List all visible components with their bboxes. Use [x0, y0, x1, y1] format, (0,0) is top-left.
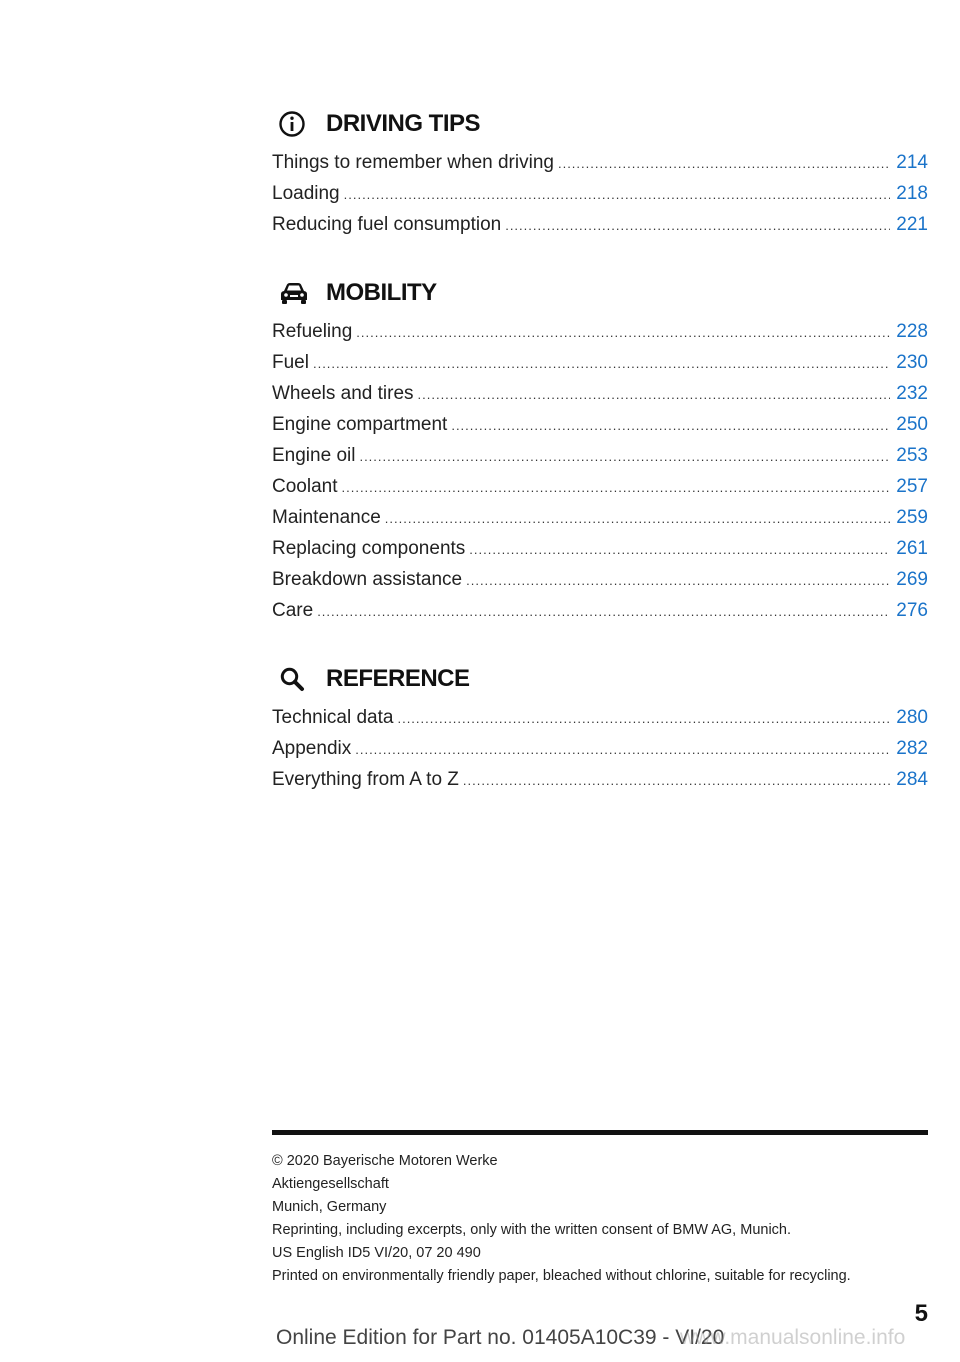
car-icon [272, 277, 314, 309]
dot-leader [451, 418, 890, 433]
toc-entry-label: Maintenance [272, 507, 381, 528]
toc-entry[interactable] [272, 352, 928, 383]
imprint-paper-notice: Printed on environmentally friendly paper, bleached without chlorine, suitable for recycling. [272, 1268, 851, 1284]
toc-entry-label: Breakdown assistance [272, 569, 463, 590]
imprint-reprint-notice: Reprinting, including excerpts, only with the written consent of BMW AG, Munich. [272, 1222, 792, 1238]
section-driving-tips [272, 100, 928, 245]
toc-page-link[interactable]: 218 [896, 183, 928, 204]
toc-entry-label: Engine compartment [272, 414, 448, 435]
watermark: www.manualsonline.info [680, 1326, 906, 1349]
toc-entry-label: Fuel [272, 352, 309, 373]
toc-page-link[interactable]: 269 [896, 569, 928, 590]
toc-entry[interactable] [272, 383, 928, 414]
dot-leader [469, 542, 890, 557]
toc-entry-label: Everything from A to Z [272, 769, 459, 790]
toc-entry-label: Replacing components [272, 538, 466, 559]
table-of-contents [272, 100, 928, 824]
toc-page-link[interactable]: 276 [896, 600, 928, 621]
imprint-company: Aktiengesellschaft [272, 1176, 389, 1192]
section-header [272, 655, 928, 703]
imprint-divider [272, 1130, 928, 1135]
dot-leader [385, 511, 891, 526]
toc-entry-label: Appendix [272, 738, 352, 759]
dot-leader [356, 325, 890, 340]
toc-page-link[interactable]: 250 [896, 414, 928, 435]
toc-entry-label: Technical data [272, 707, 394, 728]
toc-page-link[interactable]: 230 [896, 352, 928, 373]
section-reference [272, 655, 928, 800]
dot-leader [317, 604, 890, 619]
toc-page-link[interactable]: 232 [896, 383, 928, 404]
dot-leader [505, 218, 890, 233]
dot-leader [466, 573, 890, 588]
toc-entry[interactable] [272, 538, 928, 569]
toc-entry[interactable] [272, 214, 928, 245]
toc-page-link[interactable]: 257 [896, 476, 928, 497]
section-title: DRIVING TIPS [326, 110, 481, 137]
imprint-copyright: © 2020 Bayerische Motoren Werke [272, 1153, 498, 1169]
toc-entry[interactable] [272, 183, 928, 214]
toc-entry[interactable] [272, 738, 928, 769]
toc-entry[interactable] [272, 476, 928, 507]
toc-entry-label: Refueling [272, 321, 353, 342]
toc-entry[interactable] [272, 152, 928, 183]
section-header [272, 269, 928, 317]
page-number: 5 [914, 1300, 928, 1327]
dot-leader [558, 156, 890, 171]
toc-entry[interactable] [272, 507, 928, 538]
section-title: MOBILITY [326, 279, 437, 306]
toc-page-link[interactable]: 221 [896, 214, 928, 235]
dot-leader [344, 187, 891, 202]
toc-page-link[interactable]: 253 [896, 445, 928, 466]
imprint-location: Munich, Germany [272, 1199, 387, 1215]
magnifier-icon [272, 663, 314, 695]
toc-entry[interactable] [272, 769, 928, 800]
toc-page-link[interactable]: 280 [896, 707, 928, 728]
toc-page-link[interactable]: 282 [896, 738, 928, 759]
toc-entry[interactable] [272, 600, 928, 631]
section-mobility [272, 269, 928, 631]
toc-page-link[interactable]: 284 [896, 769, 928, 790]
toc-entry-label: Care [272, 600, 314, 621]
toc-page-link[interactable]: 228 [896, 321, 928, 342]
toc-entry-label: Things to remember when driving [272, 152, 554, 173]
toc-entry[interactable] [272, 414, 928, 445]
toc-entry-label: Engine oil [272, 445, 356, 466]
dot-leader [418, 387, 891, 402]
toc-entry-label: Reducing fuel consumption [272, 214, 502, 235]
online-edition-footer: Online Edition for Part no. 01405A10C39 - VI/20 [276, 1326, 725, 1349]
section-header [272, 100, 928, 148]
dot-leader [342, 480, 891, 495]
toc-entry-label: Wheels and tires [272, 383, 414, 404]
info-circle-icon [272, 108, 314, 140]
toc-entry-label: Coolant [272, 476, 338, 497]
toc-page-link[interactable]: 259 [896, 507, 928, 528]
dot-leader [355, 742, 890, 757]
toc-page-link[interactable]: 261 [896, 538, 928, 559]
section-title: REFERENCE [326, 665, 470, 692]
dot-leader [463, 773, 890, 788]
dot-leader [359, 449, 890, 464]
dot-leader [397, 711, 890, 726]
toc-entry-label: Loading [272, 183, 340, 204]
toc-page-link[interactable]: 214 [896, 152, 928, 173]
toc-entry[interactable] [272, 445, 928, 476]
toc-entry[interactable] [272, 321, 928, 352]
toc-entry[interactable] [272, 569, 928, 600]
imprint [272, 1150, 928, 1288]
dot-leader [313, 356, 890, 371]
toc-entry[interactable] [272, 707, 928, 738]
imprint-edition: US English ID5 VI/20, 07 20 490 [272, 1245, 481, 1261]
